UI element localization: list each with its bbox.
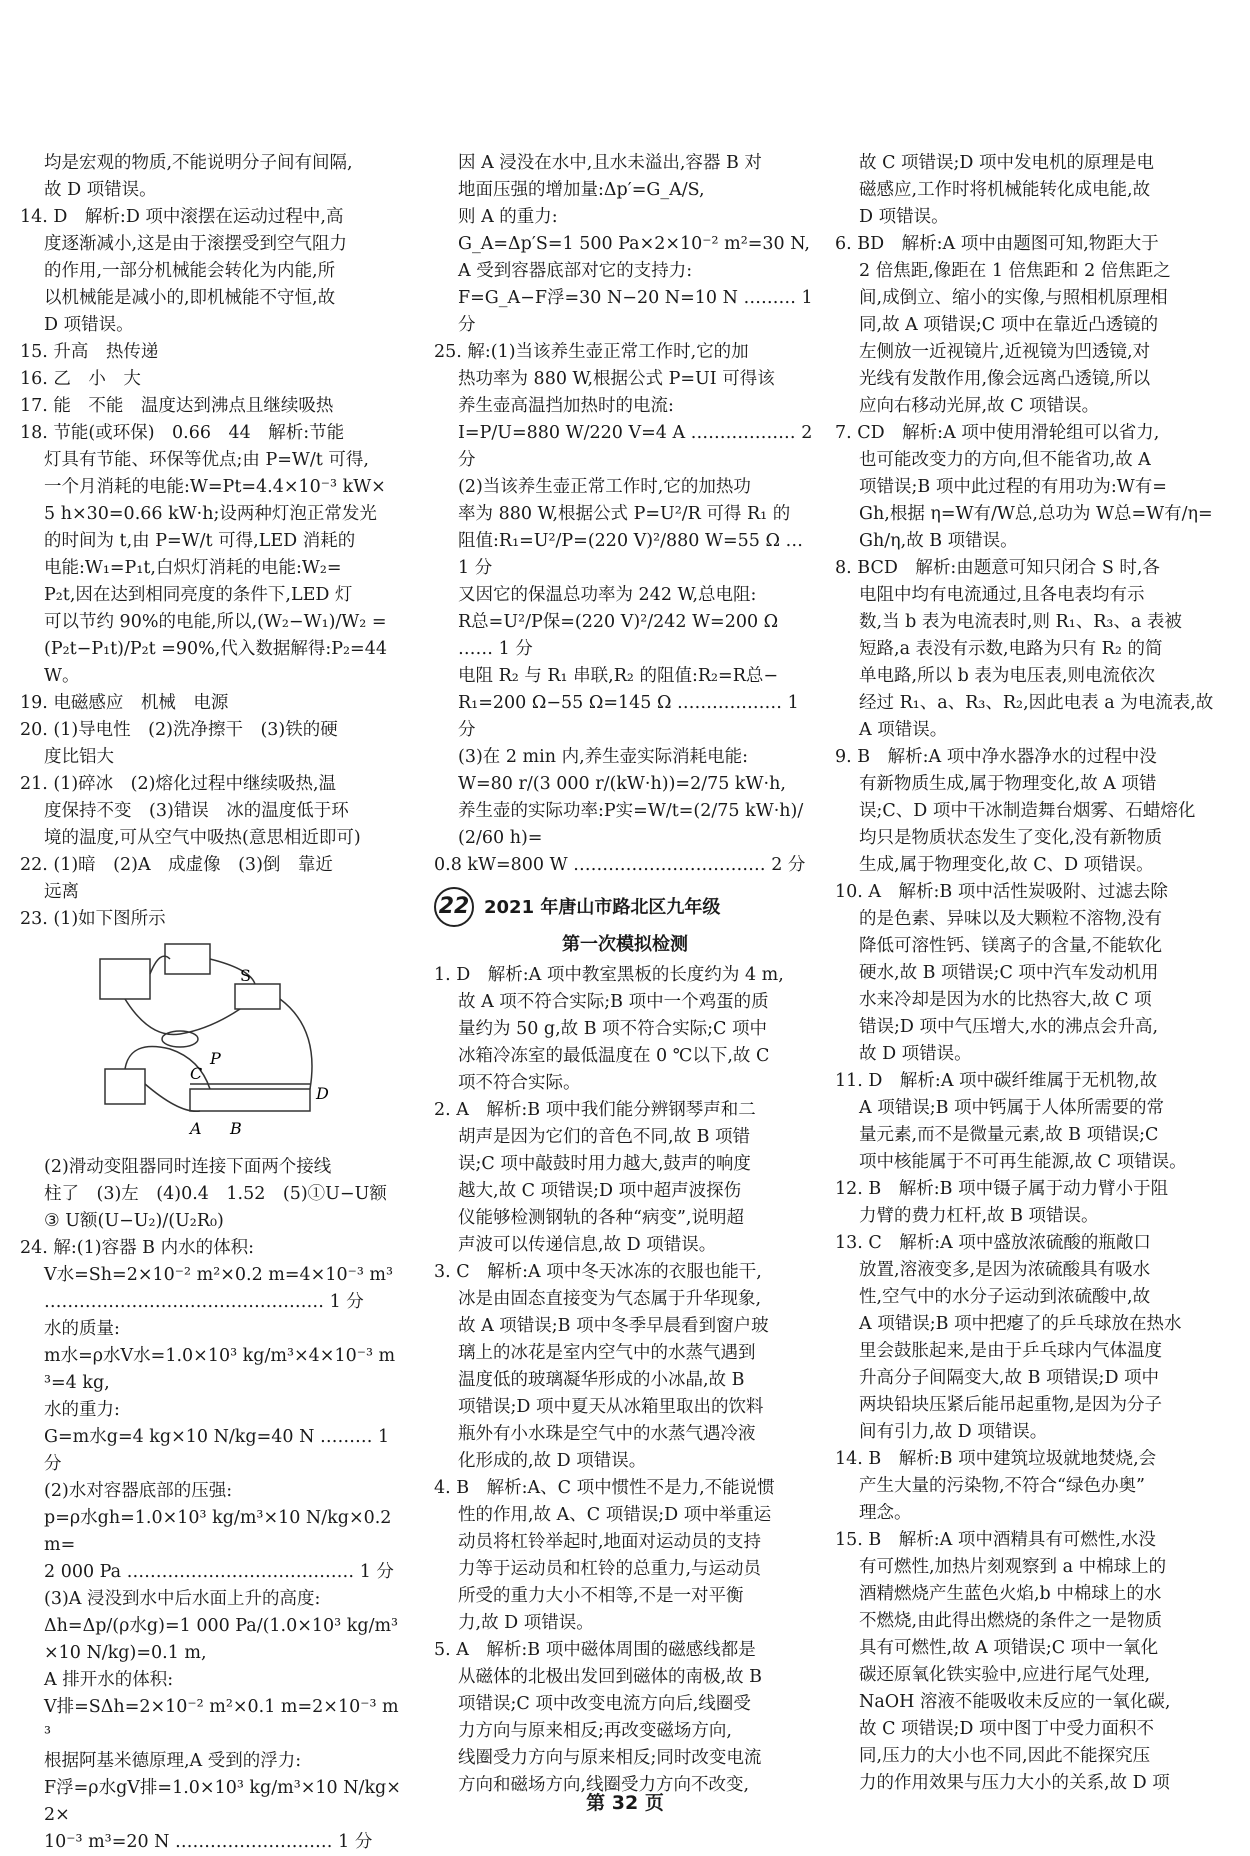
section-heading [434,887,816,927]
text-line: 经过 R₁、a、R₃、R₂,因此电表 a 为电流表,故 [859,693,1214,713]
label-s: S [240,966,251,985]
text-line: 性的作用,故 A、C 项错误;D 项中举重运 [458,1505,772,1525]
text-line: I=P/U=880 W/220 V=4 A ……………… 2 分 [458,423,818,470]
text-line: 化形成的,故 D 项错误。 [458,1451,647,1471]
text-line: 项中核能属于不可再生能源,故 C 项错误。 [859,1152,1187,1172]
text-line: 均是宏观的物质,不能说明分子间有间隔, [44,153,353,173]
text-line: 2 倍焦距,像距在 1 倍焦距和 2 倍焦距之 [859,261,1171,281]
text-line: 间,成倒立、缩小的实像,与照相机原理相 [859,288,1168,308]
text-line: 应向右移动光屏,故 C 项错误。 [859,396,1100,416]
text-line: 故 A 项不符合实际;B 项中一个鸡蛋的质 [458,992,769,1012]
text-line: 因 A 浸没在水中,且水未溢出,容器 B 对 [458,153,762,173]
label-b: B [230,1119,242,1138]
text-line: 冰箱冷冻室的最低温度在 0 ℃以下,故 C [458,1046,770,1066]
text-line: p=ρ水gh=1.0×10³ kg/m³×10 N/kg×0.2 m= [44,1508,398,1555]
text-line: 放置,溶液变多,是因为浓硫酸具有吸水 [859,1260,1151,1280]
text-line: 磁感应,工作时将机械能转化成电能,故 [859,180,1151,200]
text-line: 不燃烧,由此得出燃烧的条件之一是物质 [859,1611,1163,1631]
text-line: 22. (1)暗 (2)A 成虚像 (3)倒 靠近 [20,855,333,875]
text-line: 的作用,一部分机械能会转化为内能,所 [44,261,336,281]
text-line: 具有可燃性,故 A 项错误;C 项中一氧化 [859,1638,1159,1658]
text-line: 水的重力: [44,1400,120,1420]
text-line: F=G_A−F浮=30 N−20 N=10 N ……… 1 分 [458,288,819,335]
text-line: 方向和磁场方向,线圈受力方向不改变, [458,1775,750,1795]
text-line: 降低可溶性钙、镁离子的含量,不能软化 [859,936,1163,956]
text-line: D 项错误。 [859,207,949,227]
text-line: 一个月消耗的电能:W=Pt=4.4×10⁻³ kW× [44,477,386,497]
text-line: 量元素,而不是微量元素,故 B 项错误;C [859,1125,1159,1145]
text-line: 热功率为 880 W,根据公式 P=UI 可得该 [458,369,775,389]
text-line: 7. CD 解析:A 项中使用滑轮组可以省力, [835,423,1160,443]
text-line: 线圈受力方向与原来相反;同时改变电流 [458,1748,762,1768]
text-line: 水来冷却是因为水的比热容大,故 C 项 [859,990,1152,1010]
text-line: 越大,故 C 项错误;D 项中超声波探伤 [458,1181,742,1201]
text-line: 远离 [44,882,79,902]
label-a: A [190,1119,202,1138]
text-line: 可以节约 90%的电能,所以,(W₂−W₁)/W₂ = [44,612,387,632]
text-line: ………………………………………… 1 分 [44,1292,364,1312]
text-line: 1. D 解析:A 项中教室黑板的长度约为 4 m, [434,965,784,985]
label-c: C [190,1064,203,1083]
text-line: 项错误;D 项中夏天从冰箱里取出的饮料 [458,1397,764,1417]
text-line: 误;C 项中敲鼓时用力越大,鼓声的响度 [458,1154,751,1174]
text-line: 3. C 解析:A 项中冬天冰冻的衣服也能干, [434,1262,762,1282]
text-line: NaOH 溶液不能吸收未反应的一氧化碳, [859,1692,1171,1712]
text-line: 13. C 解析:A 项中盛放浓硫酸的瓶敞口 [835,1233,1151,1253]
text-line: 的时间为 t,由 P=W/t 可得,LED 消耗的 [44,531,356,551]
text-line: 则 A 的重力: [458,207,558,227]
text-line: 电阻 R₂ 与 R₁ 串联,R₂ 的阻值:R₂=R总− [458,666,779,686]
text-line: 碳还原氧化铁实验中,应进行尾气处理, [859,1665,1151,1685]
section-subtitle: 第一次模拟检测 [562,934,688,955]
text-line: 故 C 项错误;D 项中发电机的原理是电 [859,153,1155,173]
text-line: 冰是由固态直接变为气态属于升华现象, [458,1289,762,1309]
text-line: Gh,根据 η=W有/W总,总功为 W总=W有/η= [859,504,1213,524]
text-line: 数,当 b 表为电流表时,则 R₁、R₃、a 表被 [859,612,1182,632]
text-line: V水=Sh=2×10⁻² m²×0.2 m=4×10⁻³ m³ [44,1265,394,1285]
text-line: A 排开水的体积: [44,1670,174,1690]
text-line: 2 000 Pa ………………………………… 1 分 [44,1562,394,1582]
column-middle [434,150,819,1799]
text-line: 力等于运动员和杠铃的总重力,与运动员 [458,1559,762,1579]
text-line: 2. A 解析:B 项中我们能分辨钢琴声和二 [434,1100,756,1120]
text-line: R₁=200 Ω−55 Ω=145 Ω ……………… 1 分 [458,693,805,740]
text-line: V排=SΔh=2×10⁻² m²×0.1 m=2×10⁻³ m³ [44,1697,399,1744]
text-line: 电能:W₁=P₁t,白炽灯消耗的电能:W₂= [44,558,342,578]
text-line: 左侧放一近视镜片,近视镜为凹透镜,对 [859,342,1151,362]
text-line: 14. D 解析:D 项中滚摆在运动过程中,高 [20,207,344,227]
text-line: P₂t,因在达到相同亮度的条件下,LED 灯 [44,585,353,605]
text-line: 柱了 (3)左 (4)0.4 1.52 (5)①U−U额 [44,1184,387,1204]
text-line: 率为 880 W,根据公式 P=U²/R 可得 R₁ 的 [458,504,791,524]
text-line: 5 h×30=0.66 kW·h;设两种灯泡正常发光 [44,504,377,524]
label-d: D [316,1084,329,1103]
text-line: 声波可以传递信息,故 D 项错误。 [458,1235,717,1255]
text-line: 18. 节能(或环保) 0.66 44 解析:节能 [20,423,345,443]
text-line: G=m水g=4 kg×10 N/kg=40 N ……… 1 分 [44,1427,395,1474]
text-line: (P₂t−P₁t)/P₂t =90%,代入数据解得:P₂=44 W。 [44,639,393,686]
text-line: 10. A 解析:B 项中活性炭吸附、过滤去除 [835,882,1168,902]
text-line: 根据阿基米德原理,A 受到的浮力: [44,1751,302,1771]
text-line: 度比铝大 [44,747,114,767]
text-line: 故 C 项错误;D 项中图丁中受力面积不 [859,1719,1155,1739]
text-line: 力,故 D 项错误。 [458,1613,594,1633]
text-line: Δh=Δp/(ρ水g)=1 000 Pa/(1.0×10³ kg/m³×10 N/kg)=0.1 m, [44,1616,399,1663]
text-line: 又因它的保温总功率为 242 W,总电阻: [458,585,757,605]
text-line: 光线有发散作用,像会远离凸透镜,所以 [859,369,1151,389]
text-line: 0.8 kW=800 W …………………………… 2 分 [434,855,806,875]
text-line: 17. 能 不能 温度达到沸点且继续吸热 [20,396,334,416]
text-line: 温度低的玻璃凝华形成的小冰晶,故 B [458,1370,745,1390]
text-line: 间有引力,故 D 项错误。 [859,1422,1048,1442]
text-line: 故 A 项错误;B 项中冬季早晨看到窗户玻 [458,1316,769,1336]
text-line: 以机械能是减小的,即机械能不守恒,故 [44,288,336,308]
text-line: 4. B 解析:A、C 项中惯性不是力,不能说惯 [434,1478,775,1498]
text-line: 19. 电磁感应 机械 电源 [20,693,229,713]
text-line: 灯具有节能、环保等优点;由 P=W/t 可得, [44,450,369,470]
text-line: 误;C、D 项中干冰制造舞台烟雾、石蜡熔化 [859,801,1196,821]
section-title: 2021 年唐山市路北区九年级 [484,896,721,918]
text-line: 25. 解:(1)当该养生壶正常工作时,它的加 [434,342,749,362]
text-line: 24. 解:(1)容器 B 内水的体积: [20,1238,254,1258]
text-line: 力的作用效果与压力大小的关系,故 D 项 [859,1773,1170,1793]
text-line: 14. B 解析:B 项中建筑垃圾就地焚烧,会 [835,1449,1157,1469]
text-line: 性,空气中的水分子运动到浓硫酸中,故 [859,1287,1151,1307]
text-line: 5. A 解析:B 项中磁体周围的磁感线都是 [434,1640,756,1660]
label-p: P [210,1049,221,1068]
text-line: 养生壶的实际功率:P实=W/t=(2/75 kW·h)/(2/60 h)= [458,801,804,848]
text-line: 度保持不变 (3)错误 冰的温度低于环 [44,801,349,821]
text-line: 酒精燃烧产生蓝色火焰,b 中棉球上的水 [859,1584,1162,1604]
text-line: 量约为 50 g,故 B 项不符合实际;C 项中 [458,1019,767,1039]
text-line: 升高分子间隔变大,故 B 项错误;D 项中 [859,1368,1160,1388]
text-line: 璃上的冰花是室内空气中的水蒸气遇到 [458,1343,756,1363]
text-line: 均只是物质状态发生了变化,没有新物质 [859,828,1163,848]
text-line: ③ U额(U−U₂)/(U₂R₀) [44,1211,224,1231]
text-line: 胡声是因为它们的音色不同,故 B 项错 [458,1127,751,1147]
text-line: 阻值:R₁=U²/P=(220 V)²/880 W=55 Ω … 1 分 [458,531,809,578]
text-line: W=80 r/(3 000 r/(kW·h))=2/75 kW·h, [458,774,786,794]
column-left [20,150,402,1856]
text-line: 的是色素、异味以及大颗粒不溶物,没有 [859,909,1163,929]
text-line: 有可燃性,加热片刻观察到 a 中棉球上的 [859,1557,1167,1577]
section-number-badge: 22 [434,887,474,927]
text-line: R总=U²/P保=(220 V)²/242 W=200 Ω …… 1 分 [458,612,784,659]
text-line: 21. (1)碎冰 (2)熔化过程中继续吸热,温 [20,774,337,794]
text-line: 8. BCD 解析:由题意可知只闭合 S 时,各 [835,558,1160,578]
text-line: 动员将杠铃举起时,地面对运动员的支持 [458,1532,762,1552]
text-line: 短路,a 表没有示数,电路为只有 R₂ 的简 [859,639,1163,659]
text-line: 16. 乙 小 大 [20,369,141,389]
text-line: F浮=ρ水gV排=1.0×10³ kg/m³×10 N/kg×2× [44,1778,401,1825]
text-line: 11. D 解析:A 项中碳纤维属于无机物,故 [835,1071,1158,1091]
text-line: (2)滑动变阻器同时连接下面两个接线 [44,1157,332,1177]
text-line: 产生大量的污染物,不符合“绿色办奥” [859,1476,1145,1496]
text-line: 20. (1)导电性 (2)洗净擦干 (3)铁的硬 [20,720,338,740]
text-line: 10⁻³ m³=20 N ……………………… 1 分 [44,1832,373,1852]
text-line: 里会鼓胀起来,是由于乒乓球内气体温度 [859,1341,1163,1361]
text-line: A 项错误。 [859,720,948,740]
text-line: (2)水对容器底部的压强: [44,1481,233,1501]
text-line: 境的温度,可从空气中吸热(意思相近即可) [44,828,361,848]
page-number: 第 32 页 [586,1792,664,1814]
text-line: 地面压强的增加量:Δp′=G_A/S, [458,180,705,200]
text-line: D 项错误。 [44,315,134,335]
text-line: A 项错误;B 项中把瘪了的乒乓球放在热水 [859,1314,1182,1334]
text-line: 两块铅块压紧后能吊起重物,是因为分子 [859,1395,1163,1415]
text-line: 仪能够检测钢轨的各种“病变”,说明超 [458,1208,744,1228]
text-line: 项错误;B 项中此过程的有用功为:W有= [859,477,1167,497]
text-line: 瓶外有小水珠是空气中的水蒸气遇冷液 [458,1424,756,1444]
text-line: 错误;D 项中气压增大,水的沸点会升高, [859,1017,1159,1037]
text-line: (2)当该养生壶正常工作时,它的加热功 [458,477,751,497]
text-line: 力臂的费力杠杆,故 B 项错误。 [859,1206,1099,1226]
text-line: (3)A 浸没到水中后水面上升的高度: [44,1589,321,1609]
text-line: 有新物质生成,属于物理变化,故 A 项错 [859,774,1157,794]
text-line: m水=ρ水V水=1.0×10³ kg/m³×4×10⁻³ m³=4 kg, [44,1346,396,1393]
text-line: 所受的重力大小不相等,不是一对平衡 [458,1586,744,1606]
text-line: 养生壶高温挡加热时的电流: [458,396,674,416]
text-line: 9. B 解析:A 项中净水器净水的过程中没 [835,747,1157,767]
text-line: 同,故 A 项错误;C 项中在靠近凸透镜的 [859,315,1159,335]
text-line: 生成,属于物理变化,故 C、D 项错误。 [859,855,1154,875]
text-line: A 项错误;B 项中钙属于人体所需要的常 [859,1098,1165,1118]
text-line: 水的质量: [44,1319,120,1339]
text-line: 理念。 [859,1503,912,1523]
text-line: 同,压力的大小也不同,因此不能探究压 [859,1746,1151,1766]
text-line: 15. B 解析:A 项中酒精具有可燃性,水没 [835,1530,1156,1550]
text-line: 项不符合实际。 [458,1073,581,1093]
text-line: 23. (1)如下图所示 [20,909,166,929]
text-line: 力方向与原来相反;再改变磁场方向, [458,1721,732,1741]
column-right [835,150,1217,1797]
text-line: (3)在 2 min 内,养生壶实际消耗电能: [458,747,749,767]
text-line: 6. BD 解析:A 项中由题图可知,物距大于 [835,234,1159,254]
text-line: G_A=Δp′S=1 500 Pa×2×10⁻² m²=30 N, [458,234,810,254]
text-line: 硬水,故 B 项错误;C 项中汽车发动机用 [859,963,1159,983]
circuit-diagram [90,939,350,1139]
text-line: 从磁体的北极出发回到磁体的南极,故 B [458,1667,762,1687]
text-line: A 受到容器底部对它的支持力: [458,261,693,281]
text-line: 故 D 项错误。 [859,1044,972,1064]
text-line: 电阻中均有电流通过,且各电表均有示 [859,585,1145,605]
text-line: 度逐渐减小,这是由于滚摆受到空气阻力 [44,234,348,254]
text-line: 也可能改变力的方向,但不能省功,故 A [859,450,1151,470]
text-line: Gh/η,故 B 项错误。 [859,531,1018,551]
text-line: 项错误;C 项中改变电流方向后,线圈受 [458,1694,751,1714]
text-line: 12. B 解析:B 项中镊子属于动力臂小于阻 [835,1179,1169,1199]
text-line: 15. 升高 热传递 [20,342,159,362]
text-line: 单电路,所以 b 表为电压表,则电流依次 [859,666,1155,686]
text-line: 故 D 项错误。 [44,180,157,200]
